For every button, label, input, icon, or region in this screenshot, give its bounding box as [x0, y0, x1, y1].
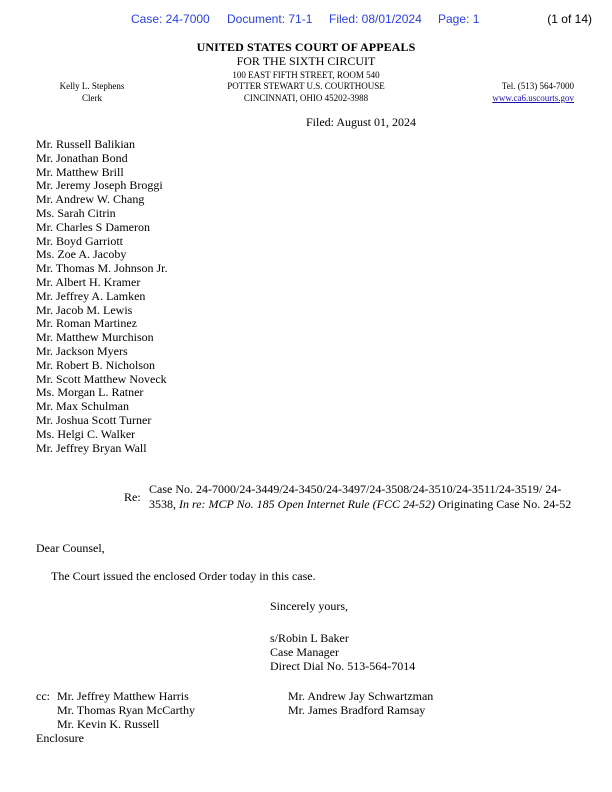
- cc-recipient: Mr. Kevin K. Russell: [57, 717, 160, 731]
- cc-list-left: [57, 689, 195, 731]
- clerk-title: Clerk: [82, 93, 102, 103]
- recipient: Mr. Charles S Dameron: [36, 219, 150, 234]
- court-title: UNITED STATES COURT OF APPEALS: [196, 40, 416, 54]
- court-telephone: Tel. (513) 564-7000: [501, 81, 574, 91]
- recipient: Mr. Jeremy Joseph Broggi: [36, 178, 163, 193]
- letter-body: The Court issued the enclosed Order today in this case.: [51, 569, 316, 583]
- salutation: Dear Counsel,: [36, 541, 105, 555]
- court-website-link[interactable]: www.ca6.uscourts.gov: [492, 93, 574, 103]
- signature-block: [270, 631, 415, 673]
- signature-direct-dial: Direct Dial No. 513-564-7014: [270, 659, 416, 673]
- re-label: Re:: [124, 490, 141, 504]
- recipient: Mr. Boyd Garriott: [36, 233, 123, 248]
- stamp-page-count: (1 of 14): [547, 12, 592, 26]
- stamp-document: Document: 71-1: [227, 12, 313, 26]
- enclosure-note: Enclosure: [36, 731, 84, 745]
- re-originating-case: Originating Case No. 24-52: [434, 497, 572, 511]
- closing: Sincerely yours,: [270, 599, 348, 613]
- re-case-description: [149, 482, 579, 512]
- recipient: Ms. Morgan L. Ratner: [36, 385, 144, 400]
- court-address-line: 100 EAST FIFTH STREET, ROOM 540: [232, 70, 380, 80]
- court-address-line: POTTER STEWART U.S. COURTHOUSE: [227, 81, 385, 91]
- cc-label: cc:: [36, 689, 50, 703]
- recipient: Mr. Russell Balikian: [36, 137, 135, 151]
- filed-date: Filed: August 01, 2024: [306, 115, 417, 129]
- recipient: Mr. Jacob M. Lewis: [36, 302, 133, 317]
- recipient: Mr. Roman Martinez: [36, 316, 137, 331]
- cc-recipient: Mr. Jeffrey Matthew Harris: [57, 689, 189, 703]
- stamp-page: Page: 1: [438, 12, 480, 26]
- stamp-case: Case: 24-7000: [131, 12, 210, 26]
- cc-list-right: [288, 689, 433, 717]
- recipient: Mr. Scott Matthew Noveck: [36, 371, 167, 386]
- recipient: Mr. Thomas M. Johnson Jr.: [36, 261, 168, 276]
- recipient: Mr. Robert B. Nicholson: [36, 357, 155, 372]
- recipient: Mr. Matthew Murchison: [36, 330, 154, 345]
- recipient: Mr. Jeffrey Bryan Wall: [36, 440, 147, 455]
- signature-title: Case Manager: [270, 645, 339, 659]
- recipient: Ms. Sarah Citrin: [36, 205, 116, 220]
- recipient: Mr. Matthew Brill: [36, 164, 124, 179]
- clerk-name: Kelly L. Stephens: [59, 81, 125, 91]
- recipient: Mr. Jonathan Bond: [36, 150, 128, 165]
- court-address-line: CINCINNATI, OHIO 45202-3988: [243, 93, 369, 103]
- recipient: Mr. Joshua Scott Turner: [36, 412, 152, 427]
- recipient: Ms. Zoe A. Jacoby: [36, 247, 127, 262]
- recipient: Mr. Andrew W. Chang: [36, 192, 145, 207]
- cc-recipient: Mr. Andrew Jay Schwartzman: [288, 689, 434, 703]
- recipient: Mr. Jeffrey A. Lamken: [36, 288, 146, 303]
- recipient: Mr. Max Schulman: [36, 399, 129, 414]
- re-case-numbers: Case No. 24-7000/24-3449/24-3450/24-3497/24-3508/24-3510/24-3511/24-3519/ 24-3538,: [149, 482, 562, 511]
- signature-name: s/Robin L Baker: [270, 631, 349, 645]
- stamp-filed: Filed: 08/01/2024: [329, 12, 422, 26]
- recipient-list: [36, 138, 167, 455]
- recipient: Ms. Helgi C. Walker: [36, 426, 136, 441]
- court-circuit: FOR THE SIXTH CIRCUIT: [236, 54, 376, 68]
- recipient: Mr. Jackson Myers: [36, 343, 128, 358]
- recipient: Mr. Albert H. Kramer: [36, 274, 141, 289]
- cc-recipient: Mr. Thomas Ryan McCarthy: [57, 703, 195, 717]
- cc-recipient: Mr. James Bradford Ramsay: [288, 703, 426, 717]
- re-case-title: In re: MCP No. 185 Open Internet Rule (FCC 24-52): [179, 497, 435, 511]
